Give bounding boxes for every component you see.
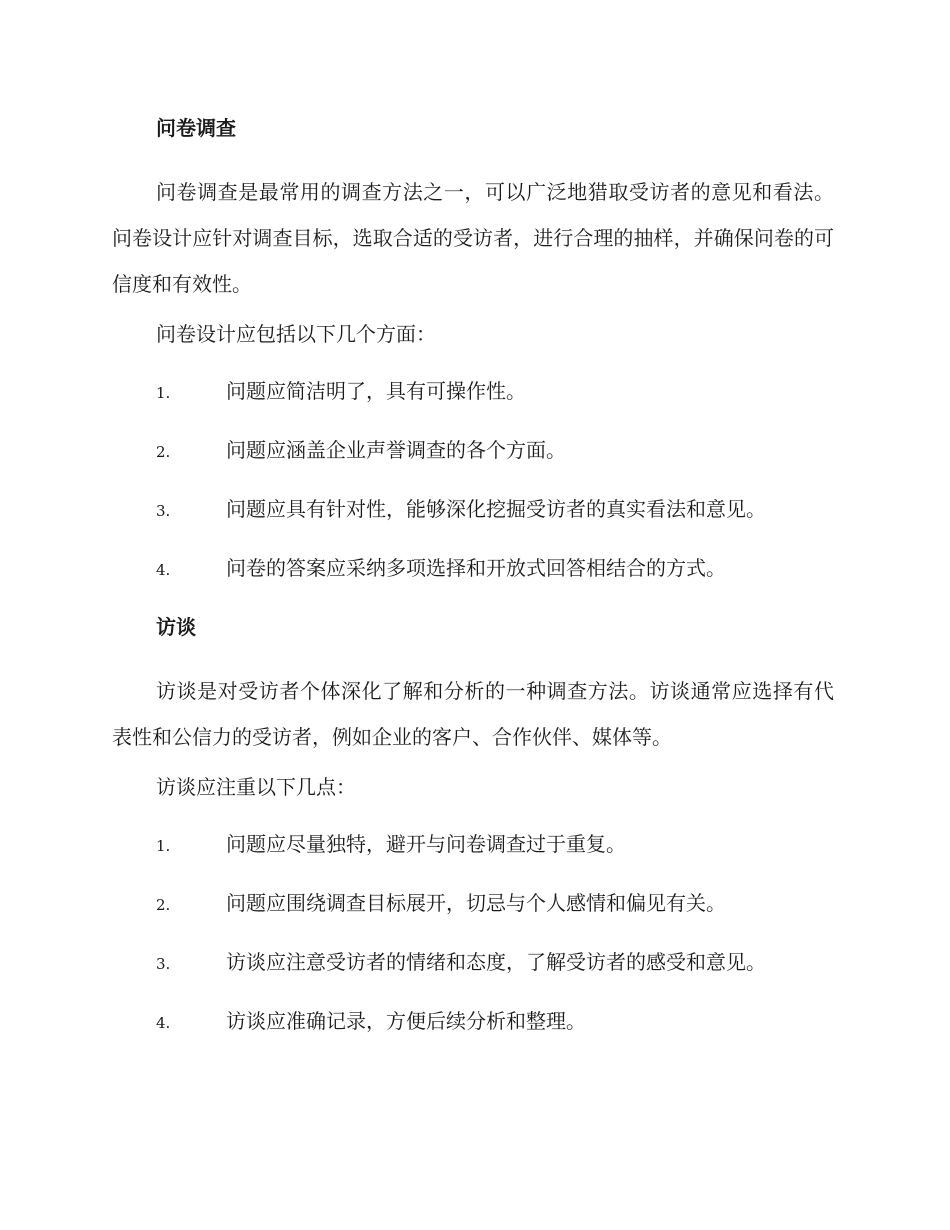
section-paragraph-questionnaire: 问卷调查是最常用的调查方法之一，可以广泛地猎取受访者的意见和看法。问卷设计应针对调查目标，选取合适的受访者，进行合理的抽样，并确保问卷的可信度和有效性。 <box>112 180 834 296</box>
list-item <box>112 887 834 921</box>
list-number: 1. <box>156 837 171 855</box>
section-heading-questionnaire: 问卷调查 <box>156 116 236 140</box>
list-text: 问卷的答案应采纳多项选择和开放式回答相结合的方式。 <box>226 556 726 580</box>
list-number: 3. <box>156 955 171 973</box>
list-text: 问题应简洁明了，具有可操作性。 <box>226 379 526 403</box>
list-text: 访谈应注意受访者的情绪和态度，了解受访者的感受和意见。 <box>226 950 766 974</box>
list-item <box>112 946 834 980</box>
list-item <box>112 493 834 527</box>
section-paragraph-interview: 访谈是对受访者个体深化了解和分析的一种调查方法。访谈通常应选择有代表性和公信力的受访者，例如企业的客户、合作伙伴、媒体等。 <box>112 679 834 749</box>
list-number: 3. <box>156 502 171 520</box>
interview-list <box>112 828 834 1039</box>
list-text: 问题应尽量独特，避开与问卷调查过于重复。 <box>226 832 626 856</box>
list-item <box>112 828 834 862</box>
list-number: 4. <box>156 1014 171 1032</box>
section-heading-interview: 访谈 <box>156 615 196 639</box>
list-text: 问题应围绕调查目标展开，切忌与个人感情和偏见有关。 <box>226 891 726 915</box>
section-intro-interview: 访谈应注重以下几点： <box>156 775 356 799</box>
section-intro-questionnaire: 问卷设计应包括以下几个方面： <box>156 322 436 346</box>
document-content <box>112 112 834 1064</box>
list-text: 问题应具有针对性，能够深化挖掘受访者的真实看法和意见。 <box>226 497 766 521</box>
list-number: 4. <box>156 561 171 579</box>
list-item <box>112 434 834 468</box>
list-number: 2. <box>156 896 171 914</box>
list-text: 问题应涵盖企业声誉调查的各个方面。 <box>226 438 566 462</box>
list-number: 2. <box>156 443 171 461</box>
list-item <box>112 552 834 586</box>
list-number: 1. <box>156 384 171 402</box>
questionnaire-list <box>112 375 834 586</box>
list-item <box>112 375 834 409</box>
list-item <box>112 1005 834 1039</box>
list-text: 访谈应准确记录，方便后续分析和整理。 <box>226 1009 586 1033</box>
